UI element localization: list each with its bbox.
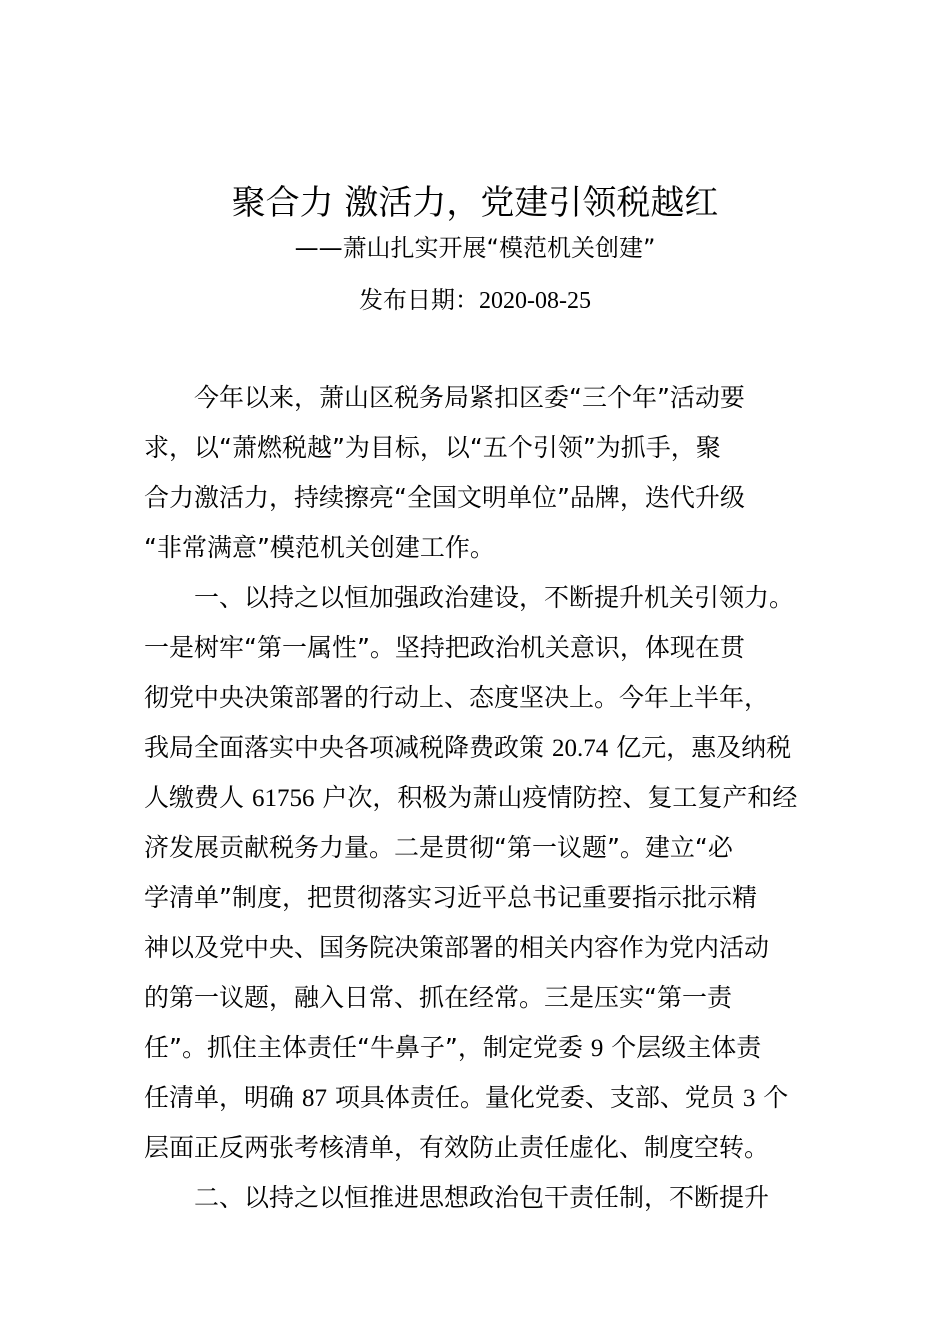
article-body	[144, 373, 808, 1223]
paragraph-line: 学清单”制度，把贯彻落实习近平总书记重要指示批示精	[144, 883, 757, 912]
paragraph-line: “非常满意”模范机关创建工作。	[144, 533, 495, 562]
paragraph-line: 人缴费人 61756 户次，积极为萧山疫情防控、复工复产和经	[144, 783, 798, 812]
paragraph-line: 神以及党中央、国务院决策部署的相关内容作为党内活动	[144, 933, 770, 962]
paragraph-line: 层面正反两张考核清单，有效防止责任虚化、制度空转。	[144, 1133, 770, 1162]
paragraph-line: 济发展贡献税务力量。二是贯彻“第一议题”。建立“必	[144, 833, 733, 862]
paragraph-line: 合力激活力，持续擦亮“全国文明单位”品牌，迭代升级	[144, 483, 745, 512]
section-heading-line: 二、以持之以恒推进思想政治包干责任制，不断提升	[194, 1183, 770, 1212]
publish-date-value: 2020-08-25	[479, 288, 591, 314]
paragraph-line: 的第一议题，融入日常、抓在经常。三是压实“第一责	[144, 983, 732, 1012]
paragraph-line: 任清单，明确 87 项具体责任。量化党委、支部、党员 3 个	[144, 1083, 789, 1112]
paragraph-line: 任”。抓住主体责任“牛鼻子”，制定党委 9 个层级主体责	[144, 1033, 762, 1062]
paragraph-line: 彻党中央决策部署的行动上、态度坚决上。今年上半年，	[144, 683, 770, 712]
paragraph-line: 一是树牢“第一属性”。坚持把政治机关意识，体现在贯	[144, 633, 745, 662]
paragraph-line: 求，以“萧燃税越”为目标，以“五个引领”为抓手，聚	[144, 433, 721, 462]
publish-date-label: 发布日期：	[359, 286, 479, 314]
section-heading-line: 一、以持之以恒加强政治建设，不断提升机关引领力。	[194, 583, 795, 612]
paragraph-line: 我局全面落实中央各项减税降费政策 20.74 亿元，惠及纳税	[144, 733, 792, 762]
document-subtitle: ——萧山扎实开展“模范机关创建”	[294, 234, 656, 262]
publish-date	[0, 282, 950, 319]
document-title: 聚合力 激活力，党建引领税越红	[231, 183, 719, 223]
paragraph-line: 今年以来，萧山区税务局紧扣区委“三个年”活动要	[194, 383, 745, 412]
